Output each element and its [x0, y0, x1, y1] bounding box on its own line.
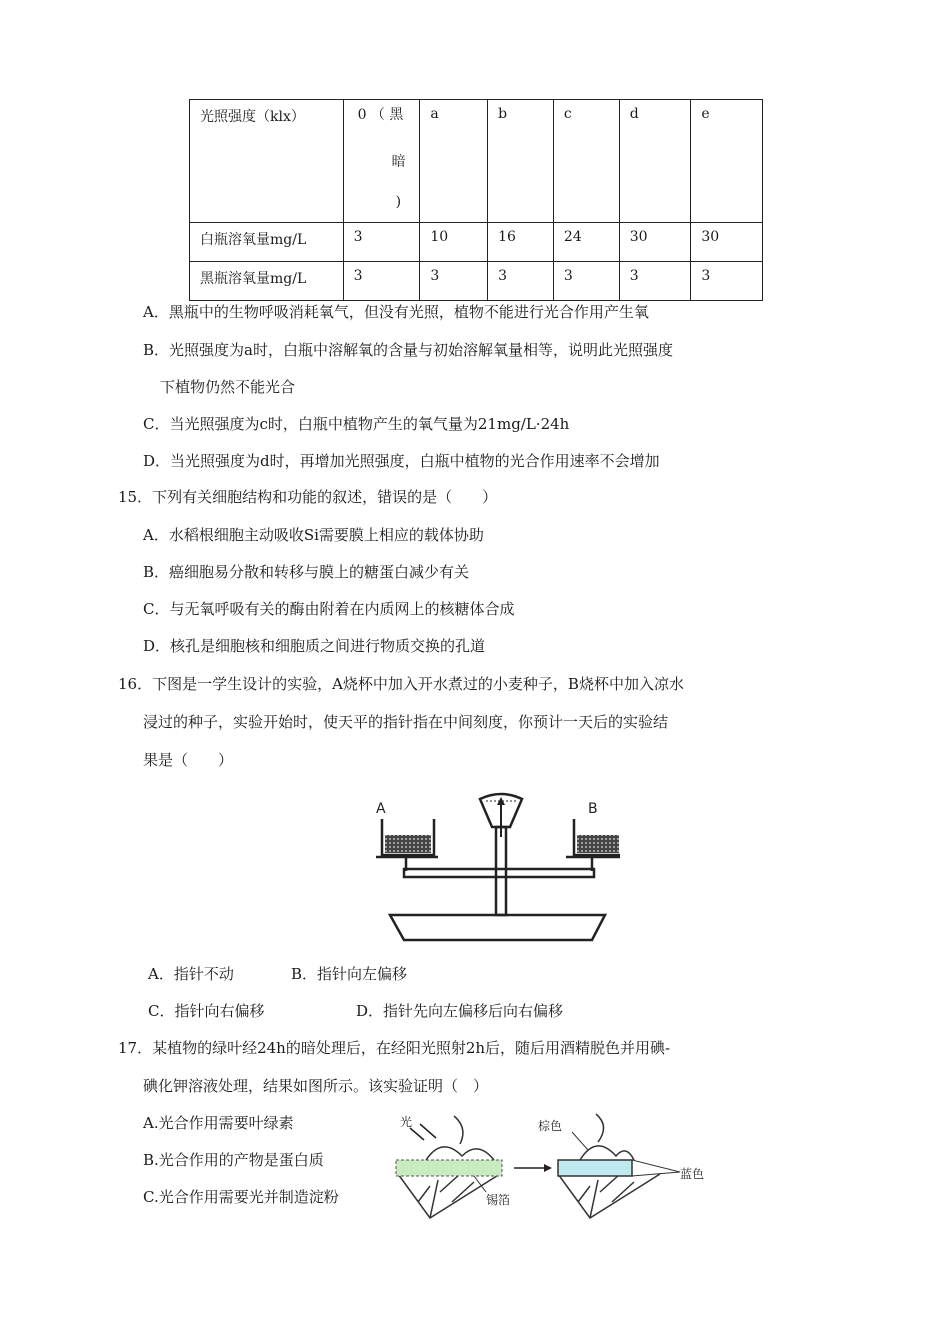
q15-option-c: C．与无氧呼吸有关的酶由附着在内质网上的核糖体合成	[143, 600, 515, 618]
q14-option-b-line1: B．光照强度为a时，白瓶中溶解氧的含量与初始溶解氧量相等，说明此光照强度	[143, 341, 673, 359]
table-cell: 30	[691, 223, 763, 262]
q15-stem: 15．下列有关细胞结构和功能的叙述，错误的是（ ）	[118, 488, 498, 506]
q16-stem-line3: 果是（ ）	[143, 751, 234, 769]
starch-strip	[558, 1160, 632, 1176]
q16-option-a: A．指针不动	[148, 965, 234, 983]
header-col-d: d	[619, 100, 691, 223]
table-cell: 10	[420, 223, 488, 262]
header-label: 光照强度（klx）	[190, 100, 344, 223]
light-arrow-icon	[420, 1124, 436, 1138]
header-col-c: c	[553, 100, 619, 223]
q15-option-b: B．癌细胞易分散和转移与膜上的糖蛋白减少有关	[143, 563, 470, 581]
q16-stem-line2: 浸过的种子，实验开始时，使天平的指针指在中间刻度，你预计一天后的实验结	[143, 713, 669, 731]
q16-option-c: C．指针向右偏移	[148, 1002, 265, 1020]
label-light: 光	[400, 1115, 413, 1129]
label-foil: 锡箔	[486, 1193, 511, 1207]
arrow-right-icon	[544, 1164, 552, 1172]
label-a: A	[376, 801, 386, 817]
q16-option-b: B．指针向左偏移	[291, 965, 408, 983]
table-cell: 16	[488, 223, 554, 262]
balance-beam	[404, 869, 594, 877]
q16-option-d: D．指针先向左偏移后向右偏移	[356, 1002, 564, 1020]
q14-option-d: D．当光照强度为d时，再增加光照强度，白瓶中植物的光合作用速率不会增加	[143, 452, 660, 470]
header-col-e: e	[691, 100, 763, 223]
q14-option-b-line2: 下植物仍然不能光合	[160, 378, 296, 396]
q16-stem-line1: 16．下图是一学生设计的实验，A烧杯中加入开水煮过的小麦种子，B烧杯中加入凉水	[118, 675, 684, 693]
label-brown: 棕色	[538, 1119, 563, 1133]
table-cell: 3	[553, 262, 619, 301]
table-row	[190, 262, 763, 301]
header-col-b: b	[488, 100, 554, 223]
header-dark-cell: 0 （ 黑 暗 )	[343, 100, 420, 223]
foil-strip	[396, 1160, 502, 1176]
table-cell: 3	[420, 262, 488, 301]
q17-option-b: B.光合作用的产物是蛋白质	[143, 1151, 324, 1169]
row-label: 白瓶溶氧量mg/L	[190, 223, 344, 262]
q14-option-c: C．当光照强度为c时，白瓶中植物产生的氧气量为21mg/L·24h	[143, 415, 570, 433]
table-cell: 3	[691, 262, 763, 301]
q17-stem-line2: 碘化钾溶液处理，结果如图所示。该实验证明（ ）	[143, 1077, 489, 1095]
q14-option-a: A．黑瓶中的生物呼吸消耗氧气，但没有光照，植物不能进行光合作用产生氧	[143, 303, 649, 321]
q17-option-a: A.光合作用需要叶绿素	[143, 1114, 294, 1132]
label-b: B	[588, 801, 598, 817]
table-cell: 3	[488, 262, 554, 301]
header-col-a: a	[420, 100, 488, 223]
table-cell: 3	[343, 223, 420, 262]
balance-figure	[360, 785, 620, 945]
table-cell: 3	[343, 262, 420, 301]
light-arrow-icon	[410, 1128, 424, 1140]
q17-stem-line1: 17．某植物的绿叶经24h的暗处理后，在经阳光照射2h后，随后用酒精脱色并用碘-	[118, 1039, 671, 1057]
balance-base	[390, 915, 605, 940]
table-cell: 30	[619, 223, 691, 262]
label-blue: 蓝色	[680, 1167, 705, 1181]
leaf-figure	[390, 1110, 710, 1225]
q17-option-c: C.光合作用需要光并制造淀粉	[143, 1188, 339, 1206]
light-oxygen-table	[189, 99, 763, 301]
q15-option-a: A．水稻根细胞主动吸收Si需要膜上相应的载体协助	[143, 526, 484, 544]
table-cell: 3	[619, 262, 691, 301]
table-cell: 24	[553, 223, 619, 262]
table-row	[190, 223, 763, 262]
q15-option-d: D．核孔是细胞核和细胞质之间进行物质交换的孔道	[143, 637, 486, 655]
balance-column	[496, 827, 506, 915]
row-label: 黑瓶溶氧量mg/L	[190, 262, 344, 301]
